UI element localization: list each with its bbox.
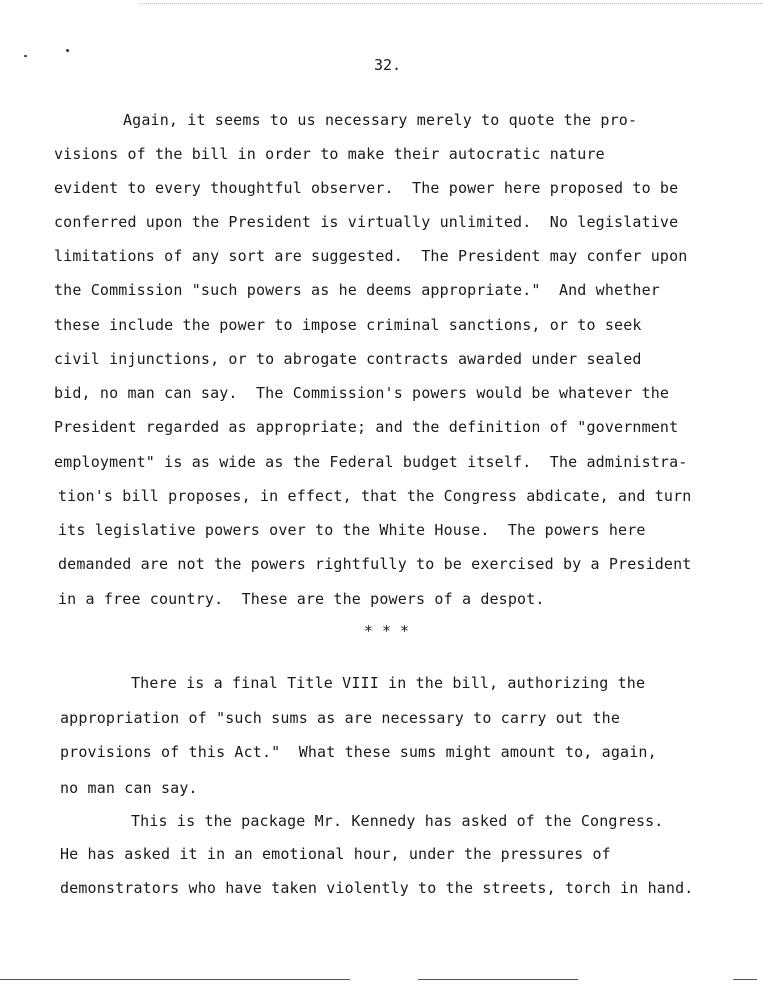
paragraph-1-line-12: tion's bill proposes, in effect, that the Congress abdicate, and turn (58, 487, 692, 505)
paragraph-1-line-4: conferred upon the President is virtually unlimited. No legislative (54, 213, 679, 231)
paragraph-2-line-3: provisions of this Act." What these sums might amount to, again, (60, 743, 657, 761)
page-number: 32. (373, 56, 402, 74)
paragraph-3-line-1: This is the package Mr. Kennedy has asked of the Congress. (131, 812, 664, 830)
top-dotted-rule (140, 3, 763, 4)
paragraph-1-line-1: Again, it seems to us necessary merely to quote the pro- (123, 111, 638, 129)
bottom-rule (418, 979, 578, 980)
paragraph-2-line-1: There is a final Title VIII in the bill, authorizing the (131, 674, 646, 692)
paragraph-1-line-10: President regarded as appropriate; and the definition of "government (54, 418, 679, 436)
paragraph-1-line-7: these include the power to impose criminal sanctions, or to seek (54, 316, 642, 334)
paragraph-1-line-6: the Commission "such powers as he deems appropriate." And whether (54, 281, 660, 299)
paragraph-2-line-2: appropriation of "such sums as are necessary to carry out the (60, 709, 621, 727)
paragraph-1-line-9: bid, no man can say. The Commission's powers would be whatever the (54, 384, 670, 402)
paragraph-2-line-4: no man can say. (60, 779, 198, 797)
paragraph-3-line-3: demonstrators who have taken violently to the streets, torch in hand. (60, 879, 694, 897)
bottom-rule (733, 979, 757, 980)
paragraph-1-line-8: civil injunctions, or to abrogate contracts awarded under sealed (54, 350, 642, 368)
paragraph-1-line-2: visions of the bill in order to make their autocratic nature (54, 145, 605, 163)
paragraph-1-line-14: demanded are not the powers rightfully to be exercised by a President (58, 555, 692, 573)
paragraph-1-line-3: evident to every thoughtful observer. The power here proposed to be (54, 179, 679, 197)
scan-speck (66, 49, 69, 52)
paragraph-1-line-11: employment" is as wide as the Federal budget itself. The administra- (54, 453, 688, 471)
paragraph-1-line-5: limitations of any sort are suggested. The President may confer upon (54, 247, 688, 265)
paragraph-3-line-2: He has asked it in an emotional hour, under the pressures of (60, 845, 611, 863)
bottom-rule (0, 979, 350, 980)
section-separator: * * * (363, 622, 410, 640)
paragraph-1-line-15: in a free country. These are the powers of a despot. (58, 590, 545, 608)
paragraph-1-line-13: its legislative powers over to the White House. The powers here (58, 521, 646, 539)
